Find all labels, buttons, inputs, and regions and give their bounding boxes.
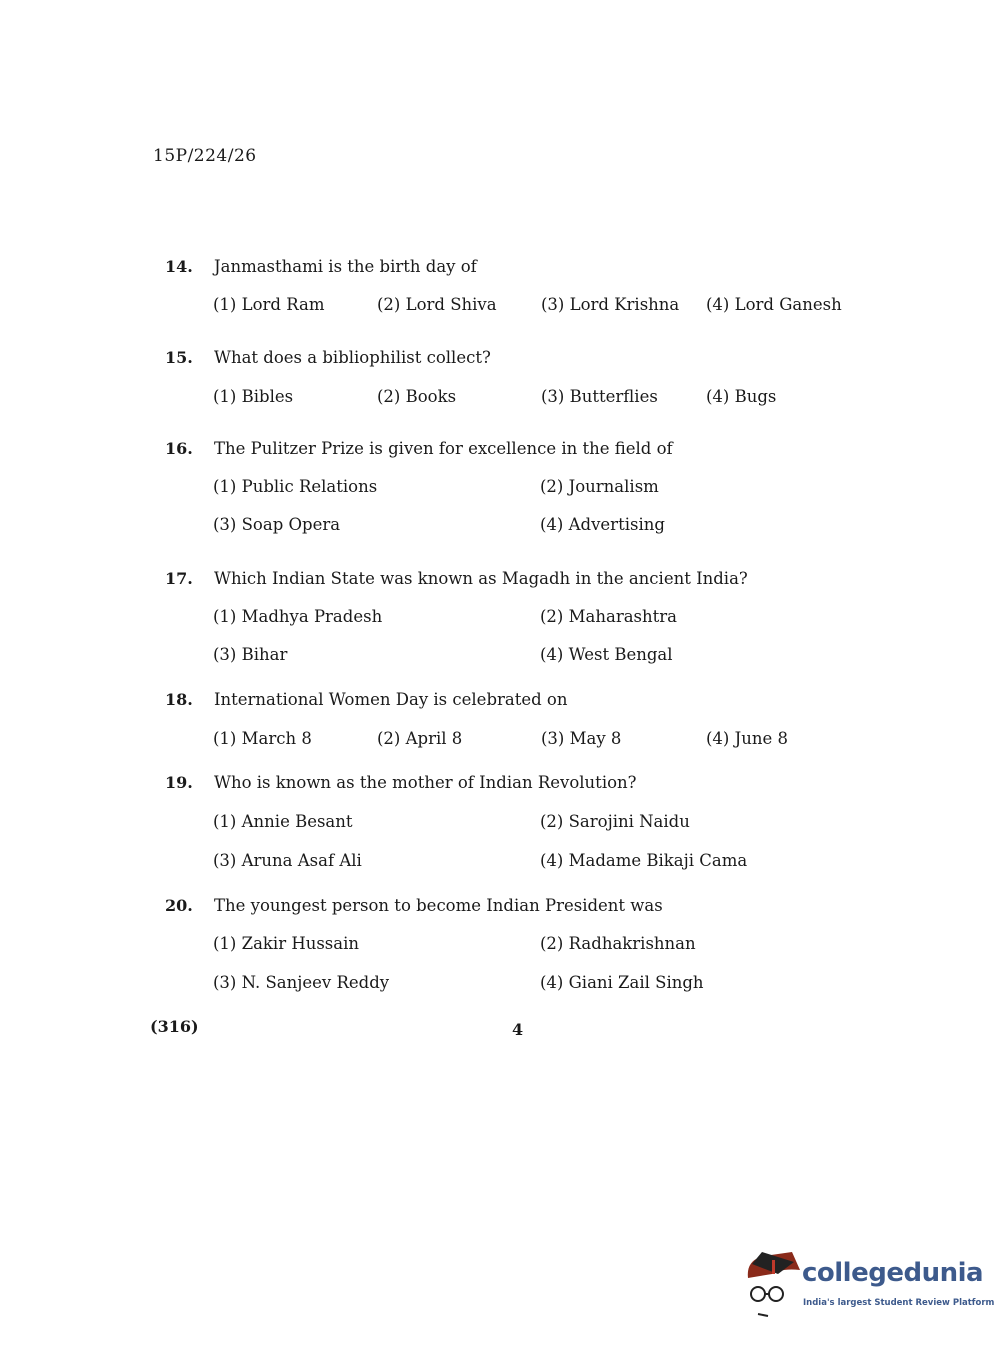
question-text: Who is known as the mother of Indian Revolution? xyxy=(214,773,637,792)
question-text: What does a bibliophilist collect? xyxy=(214,348,491,367)
answer-option: (3) Lord Krishna xyxy=(541,295,680,314)
question-text: International Women Day is celebrated on xyxy=(214,690,568,709)
question-number: 19. xyxy=(165,773,193,792)
answer-option: (3) Bihar xyxy=(213,645,288,664)
answer-option: (4) Bugs xyxy=(706,387,777,406)
mascot-icon xyxy=(742,1248,802,1318)
question-text: The youngest person to become Indian President was xyxy=(214,896,663,915)
question-number: 14. xyxy=(165,257,193,276)
answer-option: (2) Lord Shiva xyxy=(377,295,497,314)
answer-option: (4) Giani Zail Singh xyxy=(540,973,704,992)
footer-code: (316) xyxy=(150,1017,199,1036)
answer-option: (3) Soap Opera xyxy=(213,515,341,534)
brand-tagline: India's largest Student Review Platform xyxy=(803,1298,995,1308)
collegedunia-logo xyxy=(742,1248,995,1318)
answer-option: (4) June 8 xyxy=(706,729,788,748)
answer-option: (2) Books xyxy=(377,387,457,406)
answer-option: (2) Sarojini Naidu xyxy=(540,812,690,831)
answer-option: (4) Advertising xyxy=(540,515,665,534)
brand-name: collegedunia xyxy=(802,1258,984,1288)
answer-option: (1) Annie Besant xyxy=(213,812,353,831)
question-text: The Pulitzer Prize is given for excellence in the field of xyxy=(214,439,673,458)
question-text: Janmasthami is the birth day of xyxy=(214,257,477,276)
question-number: 16. xyxy=(165,439,193,458)
question-number: 20. xyxy=(165,896,193,915)
answer-option: (4) Madame Bikaji Cama xyxy=(540,851,748,870)
answer-option: (2) Journalism xyxy=(540,477,659,496)
answer-option: (1) Madhya Pradesh xyxy=(213,607,383,626)
answer-option: (1) March 8 xyxy=(213,729,312,748)
answer-option: (2) Maharashtra xyxy=(540,607,677,626)
answer-option: (1) Lord Ram xyxy=(213,295,325,314)
page-number: 4 xyxy=(512,1020,524,1039)
answer-option: (4) West Bengal xyxy=(540,645,673,664)
question-text: Which Indian State was known as Magadh in the ancient India? xyxy=(214,569,748,588)
answer-option: (3) N. Sanjeev Reddy xyxy=(213,973,390,992)
paper-code: 15P/224/26 xyxy=(153,146,257,166)
question-number: 18. xyxy=(165,690,193,709)
answer-option: (2) Radhakrishnan xyxy=(540,934,696,953)
question-number: 15. xyxy=(165,348,193,367)
answer-option: (1) Bibles xyxy=(213,387,294,406)
question-number: 17. xyxy=(165,569,193,588)
answer-option: (3) Aruna Asaf Ali xyxy=(213,851,362,870)
answer-option: (3) Butterflies xyxy=(541,387,658,406)
answer-option: (4) Lord Ganesh xyxy=(706,295,842,314)
answer-option: (2) April 8 xyxy=(377,729,463,748)
answer-option: (3) May 8 xyxy=(541,729,622,748)
answer-option: (1) Public Relations xyxy=(213,477,378,496)
answer-option: (1) Zakir Hussain xyxy=(213,934,360,953)
